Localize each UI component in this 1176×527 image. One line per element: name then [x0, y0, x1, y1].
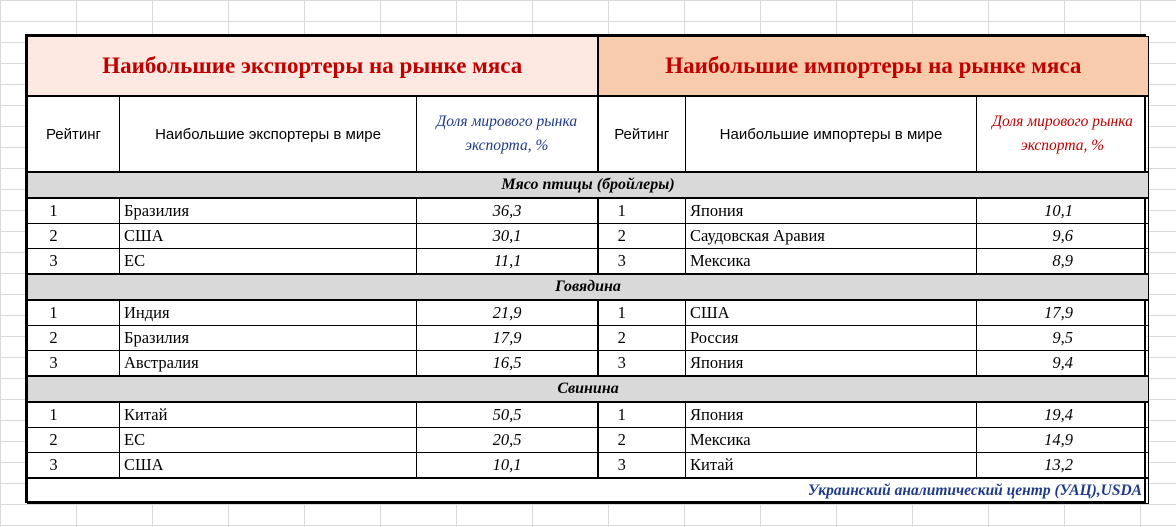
- section-title: Свинина: [28, 376, 1149, 402]
- imp-share-header: Доля мирового рынка экспорта, %: [977, 96, 1149, 172]
- importers-title: Наибольшие импортеры на рынке мяса: [598, 37, 1149, 97]
- exp-share-cell: 50,5: [417, 402, 598, 428]
- imp-rank-cell: 1: [598, 198, 686, 224]
- imp-rank-cell: 1: [598, 300, 686, 326]
- table-row: [28, 351, 1149, 377]
- exp-country-cell: Бразилия: [120, 198, 417, 224]
- exp-share-cell: 17,9: [417, 326, 598, 351]
- exp-share-cell: 20,5: [417, 428, 598, 453]
- table-row: [28, 300, 1149, 326]
- meat-market-table: [25, 34, 1146, 503]
- exp-rank-cell: 3: [28, 453, 120, 479]
- exp-share-cell: 30,1: [417, 224, 598, 249]
- imp-share-cell: 9,5: [977, 326, 1149, 351]
- imp-country-cell: США: [686, 300, 977, 326]
- exp-rank-cell: 1: [28, 198, 120, 224]
- imp-rank-header: Рейтинг: [598, 96, 686, 172]
- exp-country-cell: США: [120, 453, 417, 479]
- imp-share-cell: 13,2: [977, 453, 1149, 479]
- imp-country-cell: Япония: [686, 402, 977, 428]
- exp-country-cell: США: [120, 224, 417, 249]
- imp-country-cell: Япония: [686, 198, 977, 224]
- section-title: Говядина: [28, 274, 1149, 300]
- exp-rank-cell: 3: [28, 249, 120, 275]
- exp-share-header: Доля мирового рынка экспорта, %: [417, 96, 598, 172]
- imp-rank-cell: 3: [598, 351, 686, 377]
- exp-country-cell: Бразилия: [120, 326, 417, 351]
- imp-country-cell: Мексика: [686, 428, 977, 453]
- imp-share-cell: 8,9: [977, 249, 1149, 275]
- exp-rank-cell: 1: [28, 402, 120, 428]
- imp-country-cell: Россия: [686, 326, 977, 351]
- exp-rank-cell: 1: [28, 300, 120, 326]
- imp-rank-cell: 2: [598, 428, 686, 453]
- exp-rank-header: Рейтинг: [28, 96, 120, 172]
- exporters-title: Наибольшие экспортеры на рынке мяса: [28, 37, 598, 97]
- imp-share-cell: 19,4: [977, 402, 1149, 428]
- source-note: Украинский аналитический центр (УАЦ),USDA: [28, 478, 1149, 504]
- section-row: [28, 376, 1149, 402]
- imp-share-cell: 10,1: [977, 198, 1149, 224]
- imp-rank-cell: 1: [598, 402, 686, 428]
- table-row: [28, 402, 1149, 428]
- exp-country-header: Наибольшие экспортеры в мире: [120, 96, 417, 172]
- imp-rank-cell: 3: [598, 453, 686, 479]
- exp-share-cell: 11,1: [417, 249, 598, 275]
- section-title: Мясо птицы (бройлеры): [28, 172, 1149, 198]
- imp-share-cell: 14,9: [977, 428, 1149, 453]
- table-row: [28, 224, 1149, 249]
- imp-share-cell: 9,4: [977, 351, 1149, 377]
- imp-country-cell: Мексика: [686, 249, 977, 275]
- exp-country-cell: Китай: [120, 402, 417, 428]
- header-row: [28, 96, 1149, 172]
- imp-share-cell: 17,9: [977, 300, 1149, 326]
- exp-rank-cell: 3: [28, 351, 120, 377]
- imp-country-cell: Китай: [686, 453, 977, 479]
- exp-share-cell: 36,3: [417, 198, 598, 224]
- exp-share-cell: 21,9: [417, 300, 598, 326]
- imp-share-cell: 9,6: [977, 224, 1149, 249]
- exp-share-cell: 16,5: [417, 351, 598, 377]
- table-row: [28, 326, 1149, 351]
- table-row: [28, 428, 1149, 453]
- exp-country-cell: Индия: [120, 300, 417, 326]
- table-row: [28, 249, 1149, 275]
- exp-rank-cell: 2: [28, 224, 120, 249]
- exp-rank-cell: 2: [28, 428, 120, 453]
- imp-country-cell: Япония: [686, 351, 977, 377]
- exp-country-cell: ЕС: [120, 249, 417, 275]
- imp-rank-cell: 2: [598, 326, 686, 351]
- title-row: [28, 37, 1149, 97]
- exp-country-cell: ЕС: [120, 428, 417, 453]
- imp-country-cell: Саудовская Аравия: [686, 224, 977, 249]
- section-row: [28, 274, 1149, 300]
- imp-country-header: Наибольшие импортеры в мире: [686, 96, 977, 172]
- table-row: [28, 453, 1149, 479]
- section-row: [28, 172, 1149, 198]
- exp-country-cell: Австралия: [120, 351, 417, 377]
- imp-rank-cell: 3: [598, 249, 686, 275]
- table-row: [28, 198, 1149, 224]
- exp-share-cell: 10,1: [417, 453, 598, 479]
- source-row: [28, 478, 1149, 504]
- imp-rank-cell: 2: [598, 224, 686, 249]
- exp-rank-cell: 2: [28, 326, 120, 351]
